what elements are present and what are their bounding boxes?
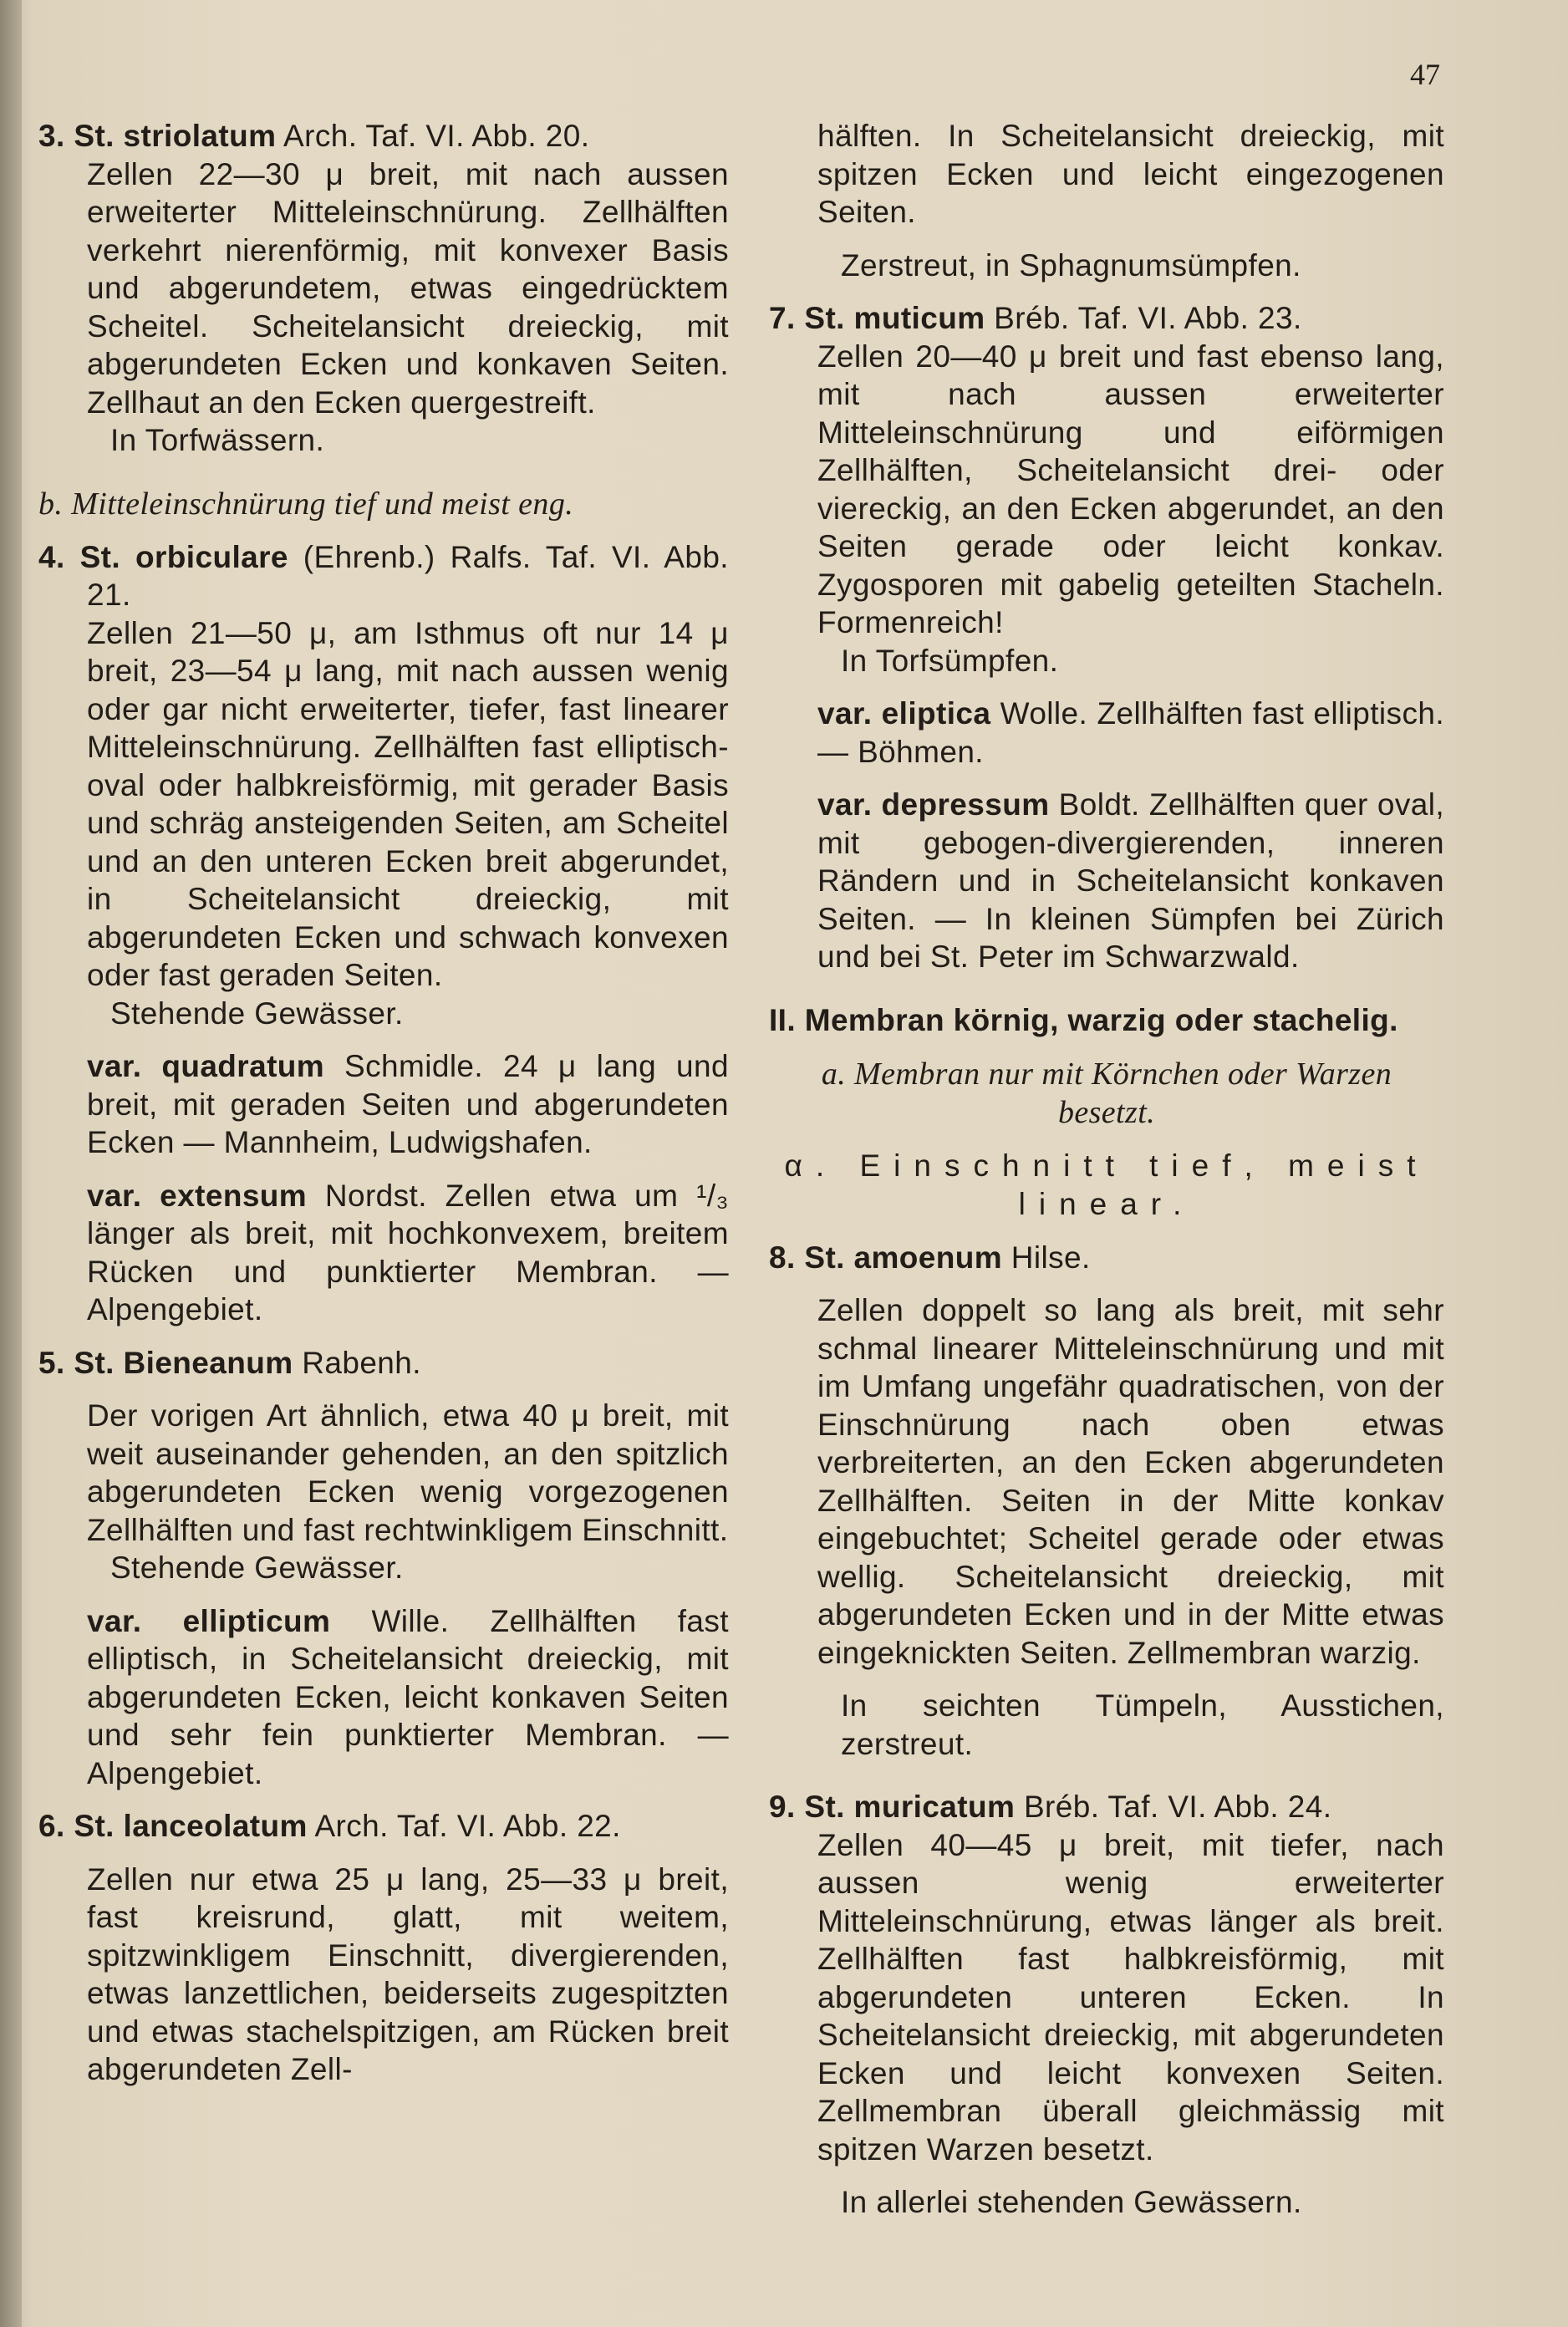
entry-number: 4. bbox=[38, 539, 65, 574]
variety-text: Wolle. Zellhälften fast elliptisch. — Böhmen. bbox=[817, 696, 1444, 769]
species-entry-5 bbox=[38, 1344, 729, 1382]
variety-entry bbox=[769, 695, 1444, 771]
variety-entry bbox=[38, 1602, 729, 1793]
variety-entry bbox=[38, 1177, 729, 1329]
species-name: St. orbiculare bbox=[79, 539, 288, 574]
habitat-note: In Torfsümpfen. bbox=[841, 643, 1059, 678]
variety-entry bbox=[38, 1047, 729, 1162]
species-name: St. striolatum bbox=[74, 119, 277, 153]
entry-number: 6. bbox=[38, 1809, 65, 1843]
section-heading: II. Membran körnig, warzig oder stachelig. bbox=[769, 1002, 1398, 1037]
variety-entry bbox=[769, 786, 1444, 976]
entry-number: 8. bbox=[769, 1240, 796, 1275]
species-description: Der vorigen Art ähnlich, etwa 40 μ breit, mit weit auseinander gehenden, an den spitzlich abgerundeten Ecken wenig vorgezogenen Zellhälften und fast rechtwinkligem Einschnitt. bbox=[87, 1398, 729, 1547]
entry-number: 9. bbox=[769, 1790, 796, 1824]
variety-text: Nordst. Zellen etwa um ¹/₃ länger als breit, mit hochkonvexem, breitem Rücken und punktierter Membran. — Alpengebiet. bbox=[87, 1178, 729, 1326]
variety-text: Boldt. Zellhälften quer oval, mit gebogen-divergierenden, inneren Rändern und in Scheitelansicht konkaven Seiten. — In kleinen Sümpfen bei Zürich und bei St. Peter im Schwarzwald. bbox=[817, 787, 1444, 974]
habitat-note: Zerstreut, in Sphagnumsümpfen. bbox=[841, 247, 1301, 283]
variety-name: var. ellipticum bbox=[87, 1603, 331, 1638]
subsection-heading: b. Mitteleinschnürung tief und meist eng. bbox=[38, 486, 574, 522]
variety-name: var. eliptica bbox=[817, 696, 991, 731]
variety-name: var. depressum bbox=[817, 787, 1050, 822]
variety-name: var. quadratum bbox=[87, 1049, 325, 1083]
species-description: Zellen 20—40 μ breit und fast ebenso lang, mit nach aussen erweiterter Mitteleinschnürung und eiförmigen Zellhälften, Scheitelansicht drei- oder viereckig, an den Ecken abgerundet, an den Seiten gerade oder leicht konkav. Zygosporen mit gabelig geteilten Stacheln. Formenreich! bbox=[817, 339, 1444, 639]
species-reference: Bréb. Taf. VI. Abb. 23. bbox=[985, 301, 1302, 335]
variety-text: Schmidle. 24 μ lang und breit, mit geraden Seiten und abgerundeten Ecken — Mannheim, Ludwigshafen. bbox=[87, 1049, 729, 1159]
habitat-note: In Torfwässern. bbox=[110, 423, 325, 457]
variety-name: var. extensum bbox=[87, 1178, 308, 1213]
species-entry-4 bbox=[38, 538, 729, 614]
habitat-note: Stehende Gewässer. bbox=[110, 1550, 404, 1585]
species-description: Zellen 22—30 μ breit, mit nach aussen erweiterter Mitteleinschnürung. Zellhälften verkehrt nierenförmig, mit konvexer Basis und abgerundetem, etwas eingedrücktem Scheitel. Scheitelansicht dreieckig, mit abgerundeten Ecken und konkaven Seiten. Zellhaut an den Ecken quergestreift. bbox=[87, 156, 729, 420]
entry-number: 3. bbox=[38, 119, 65, 153]
species-name: St. Bieneanum bbox=[74, 1345, 293, 1380]
species-name: St. lanceolatum bbox=[74, 1809, 308, 1843]
species-description: Zellen 40—45 μ breit, mit tiefer, nach aussen wenig erweiterter Mitteleinschnürung, etwas länger als breit. Zellhälften fast halbkreisförmig, mit abgerundeten unteren Ecken. In Scheitelansicht dreieckig, mit abgerundeten Ecken und leicht konvexen Seiten. Zellmembran überall gleichmässig mit spitzen Warzen besetzt. bbox=[817, 1827, 1444, 2167]
species-description: Zellen nur etwa 25 μ lang, 25—33 μ breit, fast kreisrund, glatt, mit weitem, spitzwinkligem Einschnitt, divergierenden, etwas lanzettlichen, beiderseits zugespitzten und etwas stachelspitzigen, am Rücken breit abgerundeten Zell- bbox=[87, 1861, 729, 2086]
species-reference: Arch. Taf. VI. Abb. 22. bbox=[307, 1809, 621, 1843]
species-description: Zellen doppelt so lang als breit, mit sehr schmal linearer Mitteleinschnürung und mit im Umfang ungefähr quadratischen, von der Einschnürung nach oben etwas verbreiterten, an den Ecken abgerundeten Zellhälften. Seiten in der Mitte konkav eingebuchtet; Scheitel gerade oder etwas wellig. Scheitelansicht dreieckig, mit abgerundeten Ecken und in der Mitte etwas eingeknickten Seiten. Zellmembran warzig. bbox=[817, 1293, 1444, 1670]
subsection-heading: a. Membran nur mit Körnchen oder Warzen besetzt. bbox=[821, 1056, 1392, 1130]
right-column bbox=[769, 117, 1444, 2222]
species-description-continued: hälften. In Scheitelansicht dreieckig, mit spitzen Ecken und leicht eingezogenen Seiten. bbox=[817, 119, 1444, 229]
species-entry-7 bbox=[769, 299, 1444, 338]
habitat-note: In allerlei stehenden Gewässern. bbox=[841, 2185, 1302, 2219]
species-entry-9 bbox=[769, 1788, 1444, 1826]
entry-number: 5. bbox=[38, 1345, 65, 1380]
variety-text: Wille. Zellhälften fast elliptisch, in Scheitelansicht dreieckig, mit abgerundeten Ecken, leicht konkaven Seiten und sehr fein punktierter Membran. — Alpengebiet. bbox=[87, 1603, 729, 1790]
facing-page-edge bbox=[0, 0, 22, 2327]
habitat-note: Stehende Gewässer. bbox=[110, 995, 404, 1031]
subsubsection-heading: α. Einschnitt tief, meist linear. bbox=[784, 1148, 1429, 1221]
species-entry-3 bbox=[38, 117, 729, 155]
species-entry-6 bbox=[38, 1807, 729, 1846]
page-number: 47 bbox=[1410, 58, 1440, 91]
species-name: St. muticum bbox=[804, 301, 985, 335]
species-reference: (Ehrenb.) Ralfs. Taf. VI. Abb. 21. bbox=[87, 539, 729, 612]
species-reference: Hilse. bbox=[1002, 1240, 1091, 1275]
species-name: St. amoenum bbox=[804, 1240, 1003, 1275]
species-reference: Rabenh. bbox=[293, 1345, 421, 1380]
left-column bbox=[38, 117, 729, 2089]
species-entry-8 bbox=[769, 1239, 1444, 1277]
species-reference: Arch. Taf. VI. Abb. 20. bbox=[276, 119, 590, 153]
habitat-note: In seichten Tümpeln, Ausstichen, zerstreut. bbox=[841, 1688, 1444, 1761]
species-name: St. muricatum bbox=[804, 1790, 1016, 1824]
species-description: Zellen 21—50 μ, am Isthmus oft nur 14 μ breit, 23—54 μ lang, mit nach aussen wenig oder gar nicht erweiterter, tiefer, fast linearer Mitteleinschnürung. Zellhälften fast elliptisch-oval oder halbkreisförmig, mit gerader Basis und schräg ansteigenden Seiten, am Scheitel und an den unteren Ecken breit abgerundet, in Scheitelansicht dreieckig, mit abgerundeten Ecken und schwach konvexen oder fast geraden Seiten. bbox=[87, 615, 729, 992]
entry-number: 7. bbox=[769, 301, 796, 335]
species-reference: Bréb. Taf. VI. Abb. 24. bbox=[1015, 1790, 1332, 1824]
